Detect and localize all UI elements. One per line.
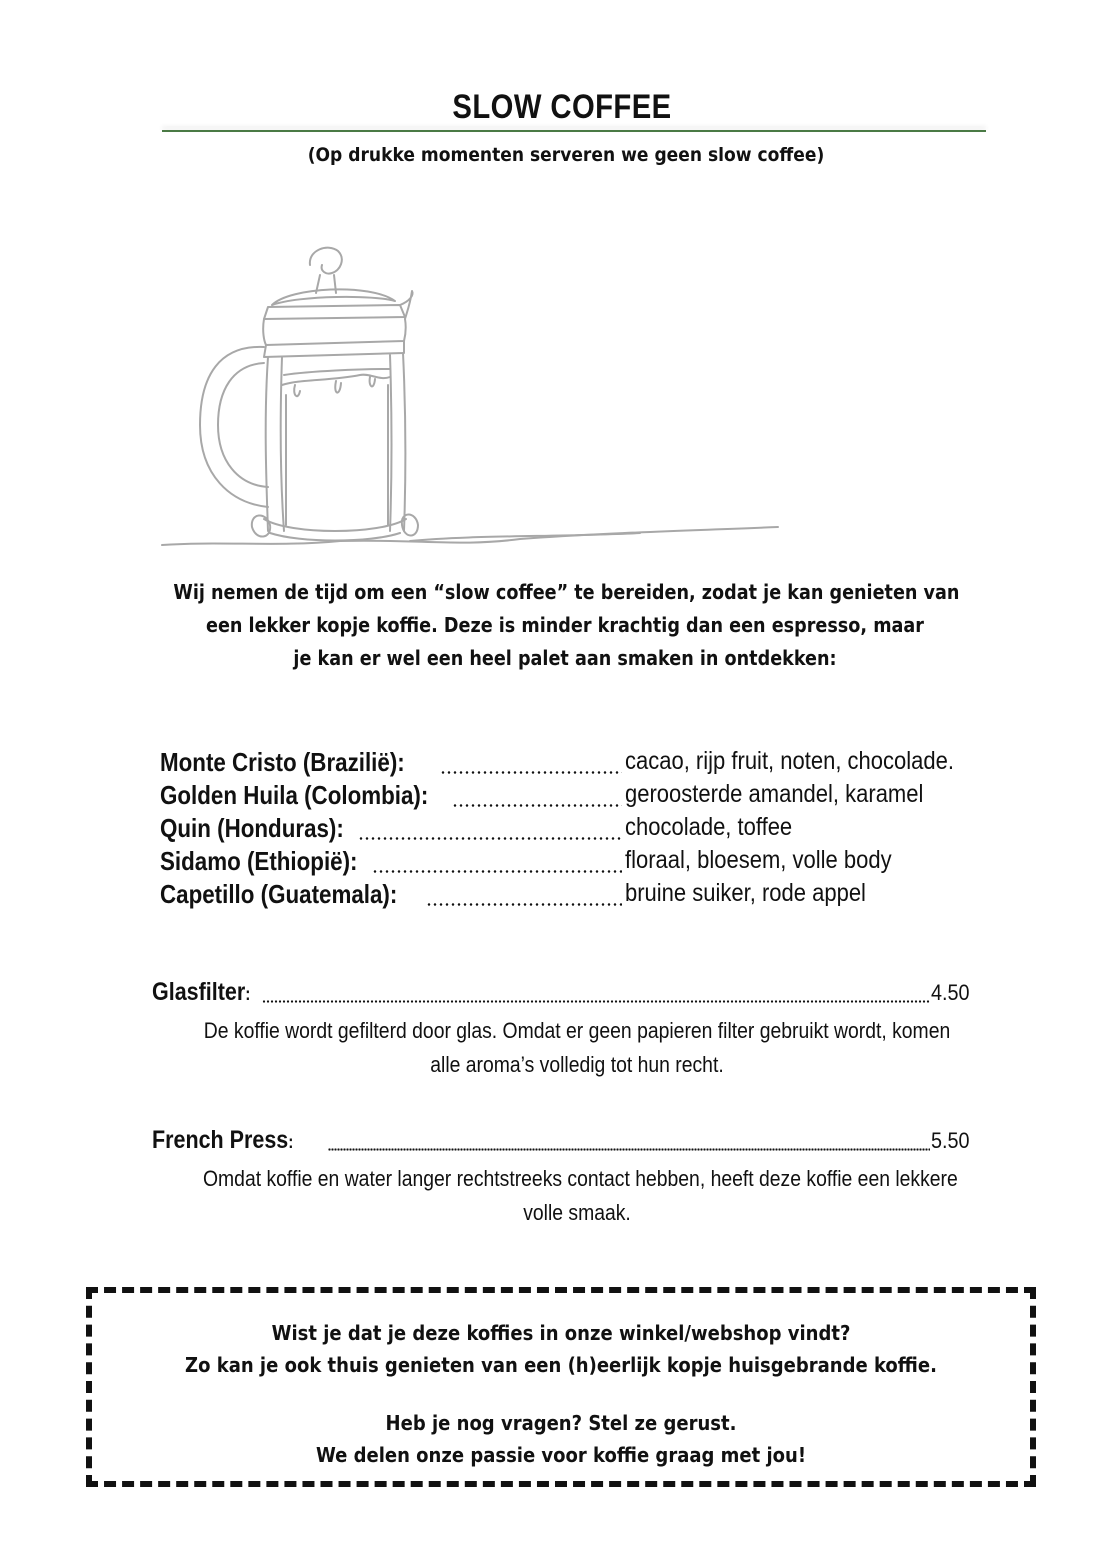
info-line: Zo kan je ook thuis genieten van een (h)eerlijk kopje huisgebrande koffie. [185,1353,937,1377]
origin-notes: geroosterde amandel, karamel [625,780,924,808]
method-description [152,1162,1002,1230]
dot-leader [328,1148,930,1151]
list-item [160,780,1020,813]
description-line: Omdat koffie en water langer rechtstreeks contact hebben, heeft deze koffie een lekkere [203,1166,958,1191]
origin-name: Golden Huila (Colombia): [160,780,429,810]
method-price: 5.50 [931,1128,970,1153]
intro-line: je kan er wel een heel palet aan smaken in ontdekken: [293,646,837,670]
intro-text [120,576,1010,675]
origin-notes: floraal, bloesem, volle body [625,846,892,874]
origin-name: Monte Cristo (Brazilië): [160,747,405,777]
origin-name: Sidamo (Ethiopië): [160,846,358,876]
page-title: SLOW COFFEE [452,88,672,126]
dot-leader [262,1000,930,1003]
info-line: Wist je dat je deze koffies in onze winkel/webshop vindt? [271,1321,851,1345]
method-name: French Press: [152,1126,294,1154]
info-line: We delen onze passie voor koffie graag met jou! [315,1443,807,1467]
list-item [160,747,1020,780]
info-box [86,1287,1036,1487]
list-item [160,813,1020,846]
dot-leader [426,903,622,906]
description-line: De koffie wordt gefilterd door glas. Omdat er geen papieren filter gebruikt wordt, komen [203,1018,951,1043]
list-item [160,846,1020,879]
method-glasfilter [152,978,1002,1082]
origin-notes: chocolade, toffee [625,813,793,841]
intro-line: Wij nemen de tijd om een “slow coffee” te bereiden, zodat je kan genieten van [173,580,960,604]
origin-name: Quin (Honduras): [160,813,344,843]
dot-leader [372,870,622,873]
method-french-press [152,1126,1002,1230]
method-price: 4.50 [931,980,970,1005]
intro-line: een lekker kopje koffie. Deze is minder krachtig dan een espresso, maar [206,613,924,637]
info-line: Heb je nog vragen? Stel ze gerust. [385,1411,737,1435]
dot-leader [358,837,622,840]
description-line: alle aroma’s volledig tot hun recht. [430,1052,724,1077]
page-subtitle: (Op drukke momenten serveren we geen slow coffee) [307,144,825,166]
method-name: Glasfilter: [152,978,251,1006]
origin-name: Capetillo (Guatemala): [160,879,398,909]
origin-notes: bruine suiker, rode appel [625,879,866,907]
method-description [152,1014,1002,1082]
dot-leader [440,771,622,774]
origin-list [160,747,1020,912]
origin-notes: cacao, rijp fruit, noten, chocolade. [625,747,954,775]
list-item [160,879,1020,912]
dot-leader [452,804,622,807]
description-line: volle smaak. [523,1200,631,1225]
title-divider [162,130,986,132]
french-press-icon [160,235,790,555]
